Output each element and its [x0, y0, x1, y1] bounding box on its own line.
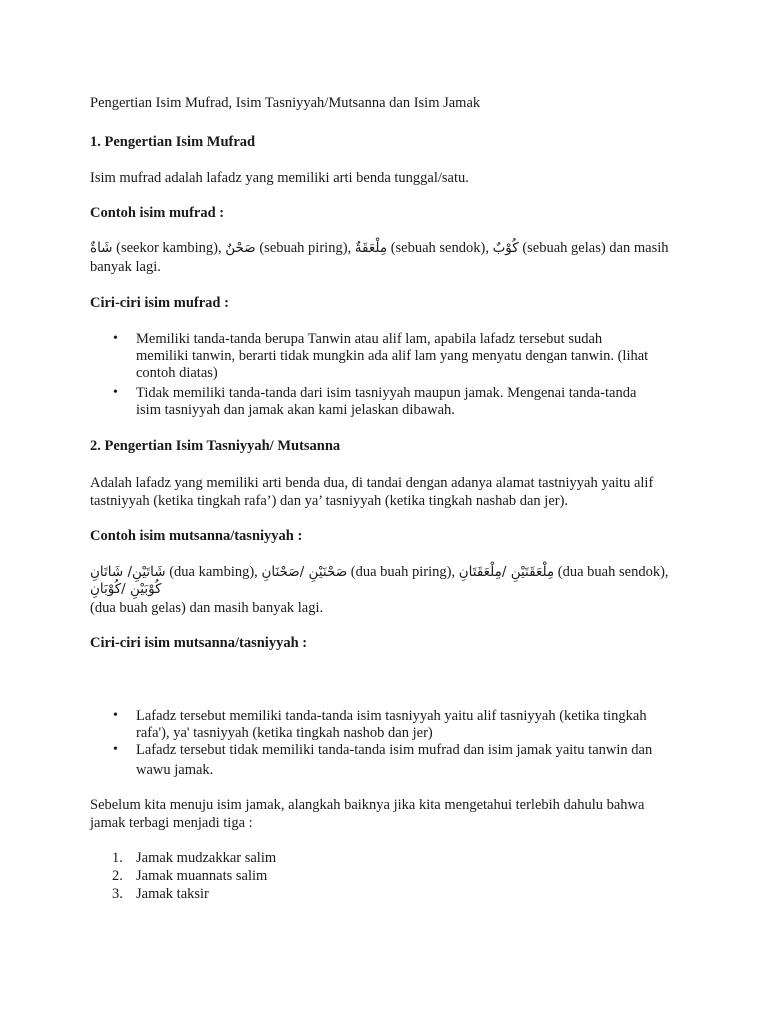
section2-example-heading: Contoh isim mutsanna/tasniyyah :	[90, 528, 303, 544]
section2-definition: tastniyyah (ketika tingkah rafa’) dan ya’ tasniyyah (ketika tingkah nashab dan jer).	[90, 493, 569, 509]
list-item: Jamak muannats salim	[136, 868, 268, 884]
section2-heading: 2. Pengertian Isim Tasniyyah/ Mutsanna	[90, 438, 341, 454]
list-item: Tidak memiliki tanda-tanda dari isim tasniyyah maupun jamak. Mengenai tanda-tanda	[136, 385, 637, 401]
arabic-word: شَاتَيْنِ/ شَاتَانِ	[90, 564, 166, 580]
document-title: Pengertian Isim Mufrad, Isim Tasniyyah/Mutsanna dan Isim Jamak	[90, 95, 481, 111]
bullet-marker: •	[113, 708, 118, 723]
bullet-marker: •	[113, 385, 118, 400]
list-item: contoh diatas)	[136, 365, 218, 381]
section2-example-line2	[90, 582, 162, 597]
arabic-word: شَاةٌ	[90, 240, 113, 256]
closing-paragraph: jamak terbagi menjadi tiga :	[90, 815, 253, 831]
list-number: 1.	[112, 850, 123, 866]
section2-example-line	[90, 565, 669, 580]
section2-definition: Adalah lafadz yang memiliki arti benda dua, di tandai dengan adanya alamat tastniyyah yaitu alif	[90, 475, 654, 491]
arabic-word: مِلْعَقَتَيْنِ /مِلْعَقَتَانِ	[458, 564, 555, 580]
section1-example-line	[90, 241, 669, 256]
bullet-marker: •	[113, 331, 118, 346]
section2-example-line3: (dua buah gelas) dan masih banyak lagi.	[90, 600, 324, 616]
list-item: isim tasniyyah dan jamak akan kami jelaskan dibawah.	[136, 402, 455, 418]
section2-traits-heading: Ciri-ciri isim mutsanna/tasniyyah :	[90, 635, 308, 651]
closing-paragraph: Sebelum kita menuju isim jamak, alangkah baiknya jika kita mengetahui terlebih dahulu bahwa	[90, 797, 645, 813]
section1-traits-heading: Ciri-ciri isim mufrad :	[90, 295, 229, 311]
arabic-word: كُوْبٌ	[492, 240, 519, 256]
list-item: Lafadz tersebut memiliki tanda-tanda isim tasniyyah yaitu alif tasniyyah (ketika tingkah	[136, 708, 647, 724]
section1-heading: 1. Pengertian Isim Mufrad	[90, 134, 256, 150]
gloss-text: (sebuah sendok),	[387, 240, 493, 256]
list-item: Memiliki tanda-tanda berupa Tanwin atau alif lam, apabila lafadz tersebut sudah	[136, 331, 603, 347]
arabic-word: كُوْبَيْنِ /كُوْبَانِ	[90, 581, 162, 597]
list-number: 2.	[112, 868, 123, 884]
arabic-word: صَحْنٌ	[225, 240, 256, 256]
bullet-marker: •	[113, 742, 118, 757]
list-item: Lafadz tersebut tidak memiliki tanda-tanda isim mufrad dan isim jamak yaitu tanwin dan	[136, 742, 653, 758]
list-item: memiliki tanwin, berarti tidak mungkin ada alif lam yang menyatu dengan tanwin. (lihat	[136, 348, 649, 364]
section1-example-heading: Contoh isim mufrad :	[90, 205, 225, 221]
gloss-text: (dua buah sendok),	[554, 564, 669, 580]
gloss-text: (seekor kambing),	[112, 240, 226, 256]
gloss-text: (dua kambing),	[165, 564, 262, 580]
gloss-text: (sebuah piring),	[255, 240, 355, 256]
section1-example-line2: banyak lagi.	[90, 259, 161, 275]
list-item: wawu jamak.	[136, 762, 214, 778]
list-item: Jamak taksir	[136, 886, 209, 902]
gloss-text: (sebuah gelas) dan masih	[518, 240, 669, 256]
list-item: Jamak mudzakkar salim	[136, 850, 277, 866]
section1-definition: Isim mufrad adalah lafadz yang memiliki arti benda tunggal/satu.	[90, 170, 469, 186]
arabic-word: مِلْعَقَةٌ	[354, 240, 388, 256]
arabic-word: صَحْنَيْنِ /صَحْنَانِ	[261, 564, 348, 580]
list-item: rafa'), ya' tasniyyah (ketika tingkah nashob dan jer)	[136, 725, 433, 741]
gloss-text: (dua buah piring),	[347, 564, 459, 580]
list-number: 3.	[112, 886, 123, 902]
